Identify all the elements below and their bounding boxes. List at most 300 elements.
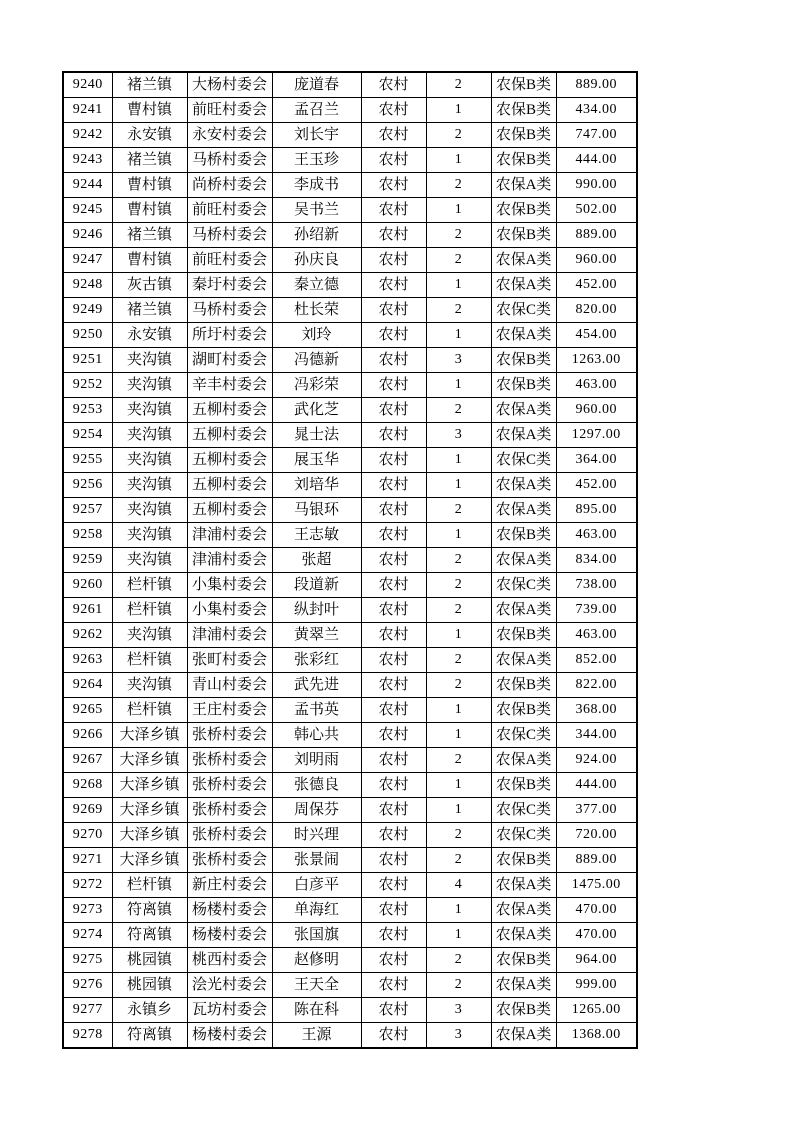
cell-insurance-category: 农保A类 [491, 273, 556, 298]
cell-person-name: 孙绍新 [272, 223, 361, 248]
cell-insurance-category: 农保B类 [491, 373, 556, 398]
cell-record-id: 9247 [63, 248, 112, 273]
cell-amount: 924.00 [556, 748, 637, 773]
cell-record-id: 9250 [63, 323, 112, 348]
cell-residence-type: 农村 [361, 873, 426, 898]
table-row [63, 823, 637, 848]
cell-person-count: 3 [426, 998, 491, 1023]
cell-residence-type: 农村 [361, 948, 426, 973]
cell-person-name: 马银环 [272, 498, 361, 523]
cell-residence-type: 农村 [361, 748, 426, 773]
cell-insurance-category: 农保B类 [491, 673, 556, 698]
cell-person-name: 白彦平 [272, 873, 361, 898]
cell-person-name: 王源 [272, 1023, 361, 1049]
cell-village-committee: 杨楼村委会 [187, 923, 272, 948]
cell-amount: 454.00 [556, 323, 637, 348]
cell-residence-type: 农村 [361, 498, 426, 523]
cell-person-count: 1 [426, 523, 491, 548]
cell-village-committee: 前旺村委会 [187, 98, 272, 123]
cell-person-count: 1 [426, 98, 491, 123]
table-body [63, 72, 637, 1048]
table-row [63, 598, 637, 623]
cell-town: 褚兰镇 [112, 72, 187, 98]
cell-amount: 502.00 [556, 198, 637, 223]
cell-person-name: 段道新 [272, 573, 361, 598]
cell-person-name: 时兴理 [272, 823, 361, 848]
cell-person-count: 1 [426, 273, 491, 298]
cell-person-name: 展玉华 [272, 448, 361, 473]
cell-amount: 444.00 [556, 148, 637, 173]
cell-record-id: 9242 [63, 123, 112, 148]
cell-person-count: 3 [426, 348, 491, 373]
cell-record-id: 9260 [63, 573, 112, 598]
cell-village-committee: 张桥村委会 [187, 848, 272, 873]
table-row [63, 423, 637, 448]
cell-amount: 1263.00 [556, 348, 637, 373]
cell-village-committee: 津浦村委会 [187, 523, 272, 548]
cell-amount: 960.00 [556, 398, 637, 423]
cell-amount: 364.00 [556, 448, 637, 473]
cell-person-name: 刘明雨 [272, 748, 361, 773]
cell-insurance-category: 农保B类 [491, 348, 556, 373]
cell-insurance-category: 农保A类 [491, 598, 556, 623]
cell-person-count: 1 [426, 723, 491, 748]
cell-town: 夹沟镇 [112, 673, 187, 698]
cell-person-name: 王天全 [272, 973, 361, 998]
cell-record-id: 9251 [63, 348, 112, 373]
cell-amount: 820.00 [556, 298, 637, 323]
cell-person-name: 张超 [272, 548, 361, 573]
cell-residence-type: 农村 [361, 848, 426, 873]
cell-village-committee: 杨楼村委会 [187, 1023, 272, 1049]
cell-town: 大泽乡镇 [112, 848, 187, 873]
cell-person-name: 孙庆良 [272, 248, 361, 273]
table-row [63, 348, 637, 373]
cell-village-committee: 五柳村委会 [187, 423, 272, 448]
cell-insurance-category: 农保B类 [491, 623, 556, 648]
cell-residence-type: 农村 [361, 998, 426, 1023]
cell-record-id: 9254 [63, 423, 112, 448]
table-row [63, 1023, 637, 1049]
cell-town: 符离镇 [112, 1023, 187, 1049]
cell-amount: 463.00 [556, 623, 637, 648]
cell-village-committee: 尚桥村委会 [187, 173, 272, 198]
cell-town: 夹沟镇 [112, 373, 187, 398]
cell-person-count: 2 [426, 848, 491, 873]
cell-person-count: 2 [426, 548, 491, 573]
cell-insurance-category: 农保A类 [491, 423, 556, 448]
cell-record-id: 9271 [63, 848, 112, 873]
cell-village-committee: 瓦坊村委会 [187, 998, 272, 1023]
cell-residence-type: 农村 [361, 648, 426, 673]
cell-town: 桃园镇 [112, 948, 187, 973]
cell-town: 夹沟镇 [112, 523, 187, 548]
cell-village-committee: 马桥村委会 [187, 148, 272, 173]
cell-record-id: 9246 [63, 223, 112, 248]
cell-person-name: 晁士法 [272, 423, 361, 448]
cell-person-count: 2 [426, 648, 491, 673]
cell-residence-type: 农村 [361, 723, 426, 748]
cell-insurance-category: 农保A类 [491, 498, 556, 523]
cell-village-committee: 湖町村委会 [187, 348, 272, 373]
table-row [63, 848, 637, 873]
table-row [63, 398, 637, 423]
cell-town: 曹村镇 [112, 248, 187, 273]
cell-person-count: 1 [426, 373, 491, 398]
cell-amount: 444.00 [556, 773, 637, 798]
cell-record-id: 9274 [63, 923, 112, 948]
cell-residence-type: 农村 [361, 423, 426, 448]
cell-record-id: 9269 [63, 798, 112, 823]
cell-person-count: 2 [426, 498, 491, 523]
cell-person-name: 张国旗 [272, 923, 361, 948]
cell-amount: 822.00 [556, 673, 637, 698]
cell-village-committee: 张桥村委会 [187, 748, 272, 773]
cell-town: 夹沟镇 [112, 398, 187, 423]
cell-record-id: 9249 [63, 298, 112, 323]
cell-residence-type: 农村 [361, 298, 426, 323]
table-row [63, 773, 637, 798]
cell-amount: 377.00 [556, 798, 637, 823]
cell-residence-type: 农村 [361, 98, 426, 123]
cell-amount: 999.00 [556, 973, 637, 998]
table-row [63, 623, 637, 648]
cell-amount: 852.00 [556, 648, 637, 673]
cell-insurance-category: 农保B类 [491, 998, 556, 1023]
cell-record-id: 9275 [63, 948, 112, 973]
cell-amount: 1475.00 [556, 873, 637, 898]
pension-records-table [62, 71, 638, 1049]
cell-village-committee: 永安村委会 [187, 123, 272, 148]
table-row [63, 248, 637, 273]
cell-village-committee: 五柳村委会 [187, 398, 272, 423]
cell-insurance-category: 农保C类 [491, 573, 556, 598]
cell-insurance-category: 农保A类 [491, 923, 556, 948]
cell-amount: 463.00 [556, 373, 637, 398]
cell-insurance-category: 农保A类 [491, 648, 556, 673]
cell-record-id: 9278 [63, 1023, 112, 1049]
cell-person-count: 2 [426, 673, 491, 698]
cell-insurance-category: 农保B类 [491, 223, 556, 248]
table-row [63, 648, 637, 673]
cell-residence-type: 农村 [361, 198, 426, 223]
cell-person-count: 1 [426, 798, 491, 823]
cell-amount: 368.00 [556, 698, 637, 723]
cell-amount: 452.00 [556, 273, 637, 298]
table-row [63, 473, 637, 498]
cell-amount: 739.00 [556, 598, 637, 623]
cell-residence-type: 农村 [361, 398, 426, 423]
cell-person-count: 2 [426, 573, 491, 598]
cell-person-name: 刘长宇 [272, 123, 361, 148]
cell-town: 栏杆镇 [112, 698, 187, 723]
cell-person-name: 武化芝 [272, 398, 361, 423]
cell-person-count: 2 [426, 72, 491, 98]
cell-town: 夹沟镇 [112, 448, 187, 473]
table-row [63, 548, 637, 573]
cell-record-id: 9259 [63, 548, 112, 573]
cell-person-name: 王志敏 [272, 523, 361, 548]
cell-village-committee: 所圩村委会 [187, 323, 272, 348]
table-row [63, 298, 637, 323]
table-row [63, 948, 637, 973]
cell-amount: 889.00 [556, 223, 637, 248]
cell-person-count: 3 [426, 1023, 491, 1049]
cell-record-id: 9261 [63, 598, 112, 623]
cell-insurance-category: 农保B类 [491, 773, 556, 798]
cell-town: 栏杆镇 [112, 598, 187, 623]
cell-record-id: 9255 [63, 448, 112, 473]
cell-insurance-category: 农保B类 [491, 72, 556, 98]
cell-person-name: 庞道春 [272, 72, 361, 98]
table-row [63, 323, 637, 348]
cell-person-name: 刘培华 [272, 473, 361, 498]
cell-residence-type: 农村 [361, 1023, 426, 1049]
cell-record-id: 9252 [63, 373, 112, 398]
cell-insurance-category: 农保B类 [491, 98, 556, 123]
cell-person-name: 杜长荣 [272, 298, 361, 323]
cell-person-name: 李成书 [272, 173, 361, 198]
cell-person-name: 黄翠兰 [272, 623, 361, 648]
table-row [63, 698, 637, 723]
cell-insurance-category: 农保B类 [491, 123, 556, 148]
cell-insurance-category: 农保A类 [491, 748, 556, 773]
cell-insurance-category: 农保C类 [491, 723, 556, 748]
cell-residence-type: 农村 [361, 798, 426, 823]
table-row [63, 72, 637, 98]
cell-insurance-category: 农保A类 [491, 473, 556, 498]
cell-person-count: 2 [426, 598, 491, 623]
cell-insurance-category: 农保A类 [491, 1023, 556, 1049]
cell-insurance-category: 农保A类 [491, 873, 556, 898]
table-row [63, 573, 637, 598]
cell-person-count: 1 [426, 448, 491, 473]
cell-amount: 1297.00 [556, 423, 637, 448]
cell-town: 夹沟镇 [112, 623, 187, 648]
cell-record-id: 9270 [63, 823, 112, 848]
table-row [63, 173, 637, 198]
cell-person-count: 1 [426, 923, 491, 948]
cell-town: 曹村镇 [112, 198, 187, 223]
cell-record-id: 9273 [63, 898, 112, 923]
cell-amount: 720.00 [556, 823, 637, 848]
cell-amount: 738.00 [556, 573, 637, 598]
table-row [63, 798, 637, 823]
cell-village-committee: 五柳村委会 [187, 498, 272, 523]
cell-insurance-category: 农保B类 [491, 948, 556, 973]
cell-village-committee: 五柳村委会 [187, 473, 272, 498]
cell-town: 曹村镇 [112, 173, 187, 198]
cell-record-id: 9258 [63, 523, 112, 548]
cell-town: 符离镇 [112, 898, 187, 923]
cell-person-count: 4 [426, 873, 491, 898]
table-row [63, 873, 637, 898]
cell-village-committee: 大杨村委会 [187, 72, 272, 98]
table-row [63, 723, 637, 748]
cell-village-committee: 王庄村委会 [187, 698, 272, 723]
cell-residence-type: 农村 [361, 573, 426, 598]
cell-insurance-category: 农保C类 [491, 823, 556, 848]
cell-insurance-category: 农保A类 [491, 248, 556, 273]
table-row [63, 223, 637, 248]
cell-record-id: 9245 [63, 198, 112, 223]
cell-person-name: 张德良 [272, 773, 361, 798]
cell-record-id: 9276 [63, 973, 112, 998]
cell-residence-type: 农村 [361, 448, 426, 473]
cell-town: 桃园镇 [112, 973, 187, 998]
cell-town: 大泽乡镇 [112, 723, 187, 748]
cell-town: 栏杆镇 [112, 573, 187, 598]
cell-person-count: 2 [426, 248, 491, 273]
cell-person-count: 2 [426, 973, 491, 998]
cell-person-count: 1 [426, 773, 491, 798]
cell-insurance-category: 农保C类 [491, 448, 556, 473]
cell-record-id: 9240 [63, 72, 112, 98]
cell-residence-type: 农村 [361, 973, 426, 998]
cell-amount: 889.00 [556, 72, 637, 98]
cell-village-committee: 浍光村委会 [187, 973, 272, 998]
table-row [63, 498, 637, 523]
table-row [63, 923, 637, 948]
cell-town: 永安镇 [112, 323, 187, 348]
cell-insurance-category: 农保B类 [491, 848, 556, 873]
cell-village-committee: 马桥村委会 [187, 223, 272, 248]
cell-residence-type: 农村 [361, 823, 426, 848]
cell-amount: 1265.00 [556, 998, 637, 1023]
cell-village-committee: 张町村委会 [187, 648, 272, 673]
cell-town: 夹沟镇 [112, 548, 187, 573]
cell-person-count: 3 [426, 423, 491, 448]
cell-record-id: 9268 [63, 773, 112, 798]
cell-record-id: 9264 [63, 673, 112, 698]
cell-amount: 895.00 [556, 498, 637, 523]
cell-insurance-category: 农保B类 [491, 698, 556, 723]
cell-person-name: 张景闹 [272, 848, 361, 873]
cell-person-count: 2 [426, 298, 491, 323]
cell-residence-type: 农村 [361, 123, 426, 148]
cell-town: 褚兰镇 [112, 223, 187, 248]
cell-residence-type: 农村 [361, 548, 426, 573]
cell-person-name: 韩心共 [272, 723, 361, 748]
cell-town: 大泽乡镇 [112, 773, 187, 798]
table-row [63, 373, 637, 398]
cell-record-id: 9266 [63, 723, 112, 748]
cell-person-name: 孟召兰 [272, 98, 361, 123]
cell-village-committee: 津浦村委会 [187, 548, 272, 573]
cell-amount: 834.00 [556, 548, 637, 573]
cell-residence-type: 农村 [361, 348, 426, 373]
cell-person-name: 赵修明 [272, 948, 361, 973]
cell-village-committee: 小集村委会 [187, 598, 272, 623]
cell-amount: 463.00 [556, 523, 637, 548]
cell-village-committee: 新庄村委会 [187, 873, 272, 898]
cell-record-id: 9244 [63, 173, 112, 198]
cell-town: 夹沟镇 [112, 348, 187, 373]
cell-amount: 960.00 [556, 248, 637, 273]
cell-amount: 434.00 [556, 98, 637, 123]
cell-insurance-category: 农保B类 [491, 148, 556, 173]
cell-person-count: 1 [426, 898, 491, 923]
cell-village-committee: 辛丰村委会 [187, 373, 272, 398]
table-row [63, 523, 637, 548]
cell-person-count: 1 [426, 323, 491, 348]
cell-person-name: 孟书英 [272, 698, 361, 723]
cell-village-committee: 五柳村委会 [187, 448, 272, 473]
cell-person-name: 纵封叶 [272, 598, 361, 623]
cell-record-id: 9267 [63, 748, 112, 773]
cell-village-committee: 小集村委会 [187, 573, 272, 598]
cell-village-committee: 张桥村委会 [187, 723, 272, 748]
table-row [63, 748, 637, 773]
cell-person-count: 2 [426, 748, 491, 773]
cell-town: 夹沟镇 [112, 423, 187, 448]
cell-record-id: 9241 [63, 98, 112, 123]
cell-insurance-category: 农保A类 [491, 323, 556, 348]
cell-town: 永镇乡 [112, 998, 187, 1023]
cell-person-count: 1 [426, 473, 491, 498]
cell-town: 永安镇 [112, 123, 187, 148]
table-row [63, 998, 637, 1023]
cell-town: 夹沟镇 [112, 498, 187, 523]
cell-amount: 1368.00 [556, 1023, 637, 1049]
cell-person-name: 单海红 [272, 898, 361, 923]
cell-residence-type: 农村 [361, 173, 426, 198]
table-row [63, 673, 637, 698]
cell-residence-type: 农村 [361, 673, 426, 698]
cell-person-name: 王玉珍 [272, 148, 361, 173]
cell-residence-type: 农村 [361, 623, 426, 648]
cell-record-id: 9272 [63, 873, 112, 898]
cell-village-committee: 前旺村委会 [187, 248, 272, 273]
cell-residence-type: 农村 [361, 923, 426, 948]
cell-town: 大泽乡镇 [112, 798, 187, 823]
cell-village-committee: 张桥村委会 [187, 823, 272, 848]
cell-insurance-category: 农保A类 [491, 173, 556, 198]
table-row [63, 448, 637, 473]
cell-person-name: 张彩红 [272, 648, 361, 673]
cell-record-id: 9262 [63, 623, 112, 648]
cell-person-name: 周保芬 [272, 798, 361, 823]
cell-residence-type: 农村 [361, 698, 426, 723]
cell-residence-type: 农村 [361, 273, 426, 298]
cell-residence-type: 农村 [361, 598, 426, 623]
cell-insurance-category: 农保B类 [491, 523, 556, 548]
cell-person-name: 冯德新 [272, 348, 361, 373]
cell-village-committee: 青山村委会 [187, 673, 272, 698]
cell-amount: 470.00 [556, 923, 637, 948]
cell-insurance-category: 农保A类 [491, 398, 556, 423]
cell-person-count: 2 [426, 123, 491, 148]
cell-insurance-category: 农保A类 [491, 973, 556, 998]
table-row [63, 273, 637, 298]
cell-person-count: 1 [426, 148, 491, 173]
cell-amount: 964.00 [556, 948, 637, 973]
cell-record-id: 9248 [63, 273, 112, 298]
cell-amount: 747.00 [556, 123, 637, 148]
table-row [63, 148, 637, 173]
cell-village-committee: 马桥村委会 [187, 298, 272, 323]
cell-town: 灰古镇 [112, 273, 187, 298]
cell-amount: 470.00 [556, 898, 637, 923]
cell-village-committee: 前旺村委会 [187, 198, 272, 223]
cell-town: 夹沟镇 [112, 473, 187, 498]
cell-amount: 990.00 [556, 173, 637, 198]
cell-insurance-category: 农保A类 [491, 898, 556, 923]
cell-village-committee: 张桥村委会 [187, 773, 272, 798]
cell-person-name: 武先进 [272, 673, 361, 698]
cell-village-committee: 桃西村委会 [187, 948, 272, 973]
cell-residence-type: 农村 [361, 523, 426, 548]
